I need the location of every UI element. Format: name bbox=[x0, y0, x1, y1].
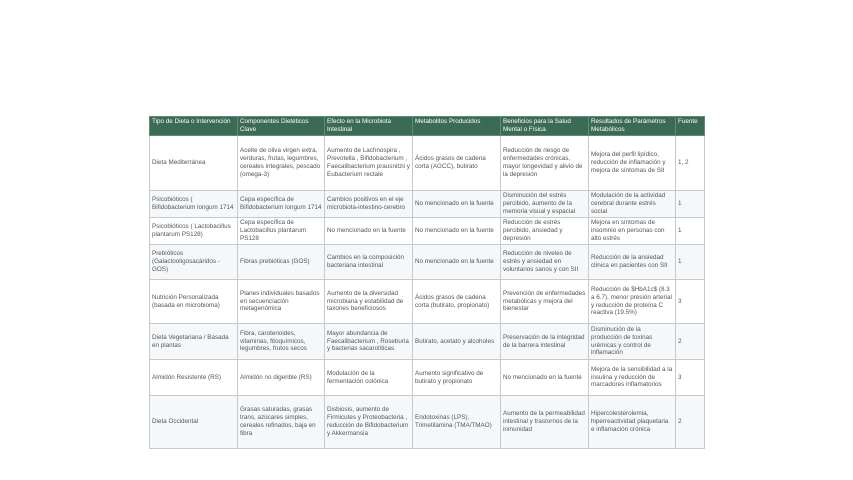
table-cell: Reducción de la ansiedad clínica en pacientes con SII bbox=[589, 245, 676, 280]
header-key-components: Componentes Dietéticos Clave bbox=[238, 117, 325, 136]
table-row bbox=[150, 136, 705, 191]
table-cell: Aumento de la permeabilidad intestinal y trastornos de la inmunidad bbox=[501, 396, 589, 449]
table-cell: 1 bbox=[676, 191, 705, 218]
table-row bbox=[150, 191, 705, 218]
header-source: Fuente bbox=[676, 117, 705, 136]
table-cell: Aceite de oliva virgen extra, verduras, frutas, legumbres, cereales integrales, pescado (omega-3) bbox=[238, 136, 325, 191]
table-row bbox=[150, 396, 705, 449]
table-cell: Preservación de la integridad de la barrera intestinal bbox=[501, 324, 589, 360]
table-cell: 1 bbox=[676, 218, 705, 245]
table-cell: Reducción de riesgo de enfermedades crónicas, mayor longevidad y alivio de la depresión bbox=[501, 136, 589, 191]
table-cell: No mencionado en la fuente bbox=[501, 360, 589, 396]
diet-microbiota-table bbox=[149, 116, 705, 449]
table-cell: 1 bbox=[676, 245, 705, 280]
table-cell: Ácidos grasos de cadena corta (AGCC), butirato bbox=[413, 136, 501, 191]
header-metabolites: Metabolitos Producidos bbox=[413, 117, 501, 136]
table-cell: No mencionado en la fuente bbox=[413, 245, 501, 280]
table-cell: Mejora en síntomas de insomnio en personas con alto estrés bbox=[589, 218, 676, 245]
table-cell: Cambios positivos en el eje microbiota-intestino-cerebro bbox=[325, 191, 413, 218]
table-cell: Aumento de la diversidad microbiana y estabilidad de taxones beneficiosos bbox=[325, 280, 413, 324]
table-cell: Reducción de $HbA1c$ (8.3 a 6.7), menor presión arterial y reducción de proteína C reactiva (19.5%) bbox=[589, 280, 676, 324]
table-cell: 2 bbox=[676, 396, 705, 449]
table-row bbox=[150, 324, 705, 360]
table-cell: 3 bbox=[676, 360, 705, 396]
table-cell: Fibra, carotenoides, vitaminas, fitoquímicos, legumbres, frutos secos bbox=[238, 324, 325, 360]
table-cell: Mayor abundancia de Faecalibacterium , Roseburia y bacterias sacarolíticas bbox=[325, 324, 413, 360]
table-cell: Ácidos grasos de cadena corta (butirato, propionato) bbox=[413, 280, 501, 324]
table-cell: Cepa específica de Lactobacillus plantarum PS128 bbox=[238, 218, 325, 245]
table-cell: Endotoxinas (LPS), Trimetilamina (TMA/TMAO) bbox=[413, 396, 501, 449]
table-cell: Planes individuales basados en secuenciación metagenómica bbox=[238, 280, 325, 324]
table-cell: No mencionado en la fuente bbox=[413, 191, 501, 218]
table-cell: Psicobióticos ( Lactobacillus plantarum PS128) bbox=[150, 218, 238, 245]
table-cell: Almidón Resistente (RS) bbox=[150, 360, 238, 396]
table-cell: Dieta Mediterránea bbox=[150, 136, 238, 191]
header-diet-type: Tipo de Dieta o Intervención bbox=[150, 117, 238, 136]
table-row bbox=[150, 245, 705, 280]
table-cell: Disminución del estrés percibido, aumento de la memoria visual y espacial bbox=[501, 191, 589, 218]
table-cell: Cepa específica de Bifidobacterium longum 1714 bbox=[238, 191, 325, 218]
table-cell: Disbiosis, aumento de Firmicutes y Proteobacteria , reducción de Bifidobacterium y Akkermansia bbox=[325, 396, 413, 449]
table-cell: Hipercolesterolemia, hiperreactividad plaquetaria e inflamación crónica bbox=[589, 396, 676, 449]
table-cell: Butirato, acetato y alcoholes bbox=[413, 324, 501, 360]
table-cell: 1, 2 bbox=[676, 136, 705, 191]
table-cell: Almidón no digerible (RS) bbox=[238, 360, 325, 396]
table-cell: No mencionado en la fuente bbox=[325, 218, 413, 245]
table-cell: No mencionado en la fuente bbox=[413, 218, 501, 245]
table-cell: Disminución de la producción de toxinas urémicas y control de inflamación bbox=[589, 324, 676, 360]
table-cell: Modulación de la fermentación colónica bbox=[325, 360, 413, 396]
table-cell: Modulación de la actividad cerebral durante estrés social bbox=[589, 191, 676, 218]
table-cell: Grasas saturadas, grasas trans, azúcares simples, cereales refinados, baja en fibra bbox=[238, 396, 325, 449]
table-cell: Fibras prebióticas (GOS) bbox=[238, 245, 325, 280]
table-cell: 2 bbox=[676, 324, 705, 360]
table-cell: Prebióticos (Galactooligosacáridos - GOS) bbox=[150, 245, 238, 280]
table-cell: Prevención de enfermedades metabólicas y mejora del bienestar bbox=[501, 280, 589, 324]
table-header-row bbox=[150, 117, 705, 136]
table-cell: Nutrición Personalizada (basada en microbioma) bbox=[150, 280, 238, 324]
table-row bbox=[150, 280, 705, 324]
table-cell: Cambios en la composición bacteriana intestinal bbox=[325, 245, 413, 280]
table-cell: Reducción de niveles de estrés y ansiedad en voluntarios sanos y con SII bbox=[501, 245, 589, 280]
table-cell: Psicobióticos ( Bifidobacterium longum 1714 bbox=[150, 191, 238, 218]
table-cell: Mejora de la sensibilidad a la insulina y reducción de marcadores inflamatorios bbox=[589, 360, 676, 396]
header-health-benefits: Beneficios para la Salud Mental o Física bbox=[501, 117, 589, 136]
table-cell: Dieta Vegetariana / Basada en plantas bbox=[150, 324, 238, 360]
table-row bbox=[150, 218, 705, 245]
table-cell: Aumento de Lachnospira , Prevotella , Bifidobacterium , Faecalibacterium prausnitzii y Eubacterium rectale bbox=[325, 136, 413, 191]
table-cell: Aumento significativo de butirato y propionato bbox=[413, 360, 501, 396]
header-metabolic-results: Resultados de Parámetros Metabólicos bbox=[589, 117, 676, 136]
table-cell: 3 bbox=[676, 280, 705, 324]
header-microbiota-effect: Efecto en la Microbiota Intestinal bbox=[325, 117, 413, 136]
table-row bbox=[150, 360, 705, 396]
table-cell: Mejora del perfil lipídico, reducción de inflamación y mejora de síntomas de SII bbox=[589, 136, 676, 191]
table-cell: Reducción de estrés percibido, ansiedad y depresión bbox=[501, 218, 589, 245]
table-cell: Dieta Occidental bbox=[150, 396, 238, 449]
